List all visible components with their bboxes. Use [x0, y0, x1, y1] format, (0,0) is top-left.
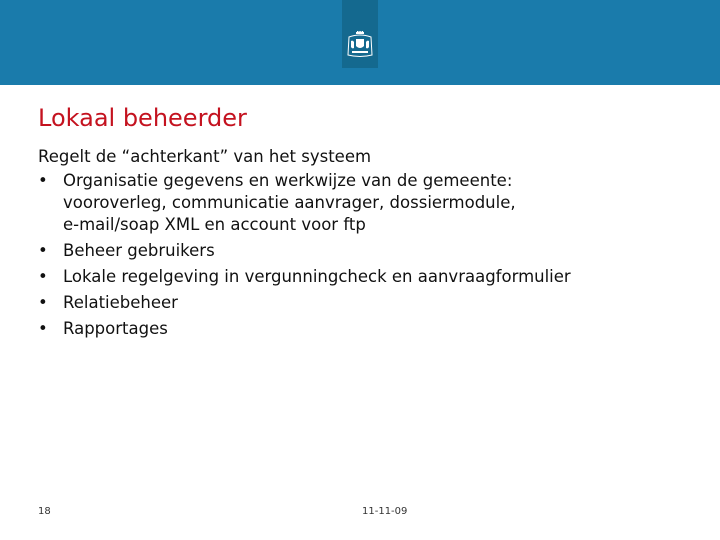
bullet-text: Lokale regelgeving in vergunningcheck en aanvraagformulier — [63, 267, 571, 286]
logo — [342, 0, 378, 68]
bullet-text: Rapportages — [63, 319, 168, 338]
bullet-item — [38, 266, 698, 288]
bullet-dot: • — [38, 319, 48, 338]
bullet-list — [38, 170, 698, 340]
footer-date: 11-11-09 — [362, 506, 408, 517]
bullet-text: e-mail/soap XML en account voor ftp — [63, 215, 366, 234]
bullet-dot: • — [38, 267, 48, 286]
bullet-dot: • — [38, 241, 48, 260]
page-number: 18 — [38, 506, 51, 517]
bullet-dot: • — [38, 293, 48, 312]
bullet-item — [38, 170, 698, 236]
bullet-text: Relatiebeheer — [63, 293, 178, 312]
bullet-item — [38, 240, 698, 262]
intro-text: Regelt de “achterkant” van het systeem — [38, 147, 372, 166]
bullet-dot: • — [38, 171, 48, 190]
bullet-item — [38, 292, 698, 314]
slide-body — [38, 146, 698, 344]
bullet-item — [38, 318, 698, 340]
slide-title: Lokaal beheerder — [38, 104, 247, 132]
coat-of-arms-icon — [345, 31, 375, 59]
bullet-text: Beheer gebruikers — [63, 241, 215, 260]
bullet-text: Organisatie gegevens en werkwijze van de gemeente: — [63, 171, 513, 190]
header-band — [0, 0, 720, 85]
bullet-text: vooroverleg, communicatie aanvrager, dossiermodule, — [63, 193, 516, 212]
